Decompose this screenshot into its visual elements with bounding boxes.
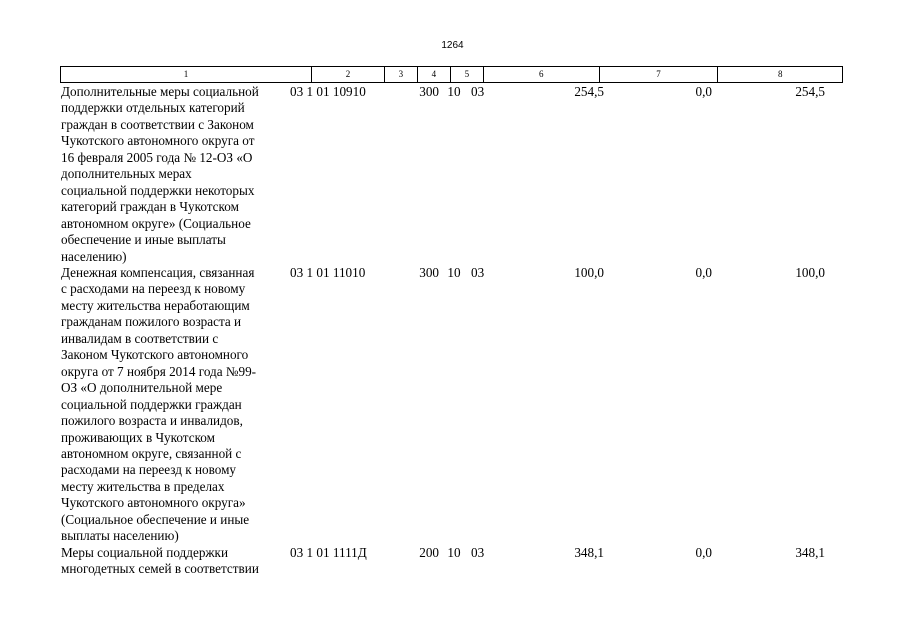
amount-col6: 254,5	[574, 84, 604, 99]
description-line: гражданам пожилого возраста и	[61, 314, 242, 330]
description-line: автономном округе» (Социальное	[61, 215, 251, 231]
column-header-7: 7	[599, 67, 718, 83]
table-row	[60, 84, 843, 265]
description-line: социальной поддержки граждан	[61, 396, 242, 412]
description-line: 16 февраля 2005 года № 12-ОЗ «О	[61, 149, 253, 165]
description-line: социальной поддержки некоторых	[61, 182, 255, 198]
description-line: выплаты населению)	[61, 528, 179, 544]
description-line: расходами на переезд к новому	[61, 462, 237, 478]
column-header-3: 3	[384, 67, 417, 83]
budget-code: 03 1 01 11010	[290, 264, 366, 280]
row-description	[60, 84, 289, 265]
description-line: автономном округе, связанной с	[61, 445, 242, 461]
expense-type-code: 300	[419, 264, 439, 280]
section-code: 10	[447, 264, 461, 280]
column-header-table	[60, 66, 843, 83]
description-line: месту жительства в пределах	[61, 478, 225, 494]
description-line: пожилого возраста и инвалидов,	[61, 413, 243, 429]
row-description	[60, 545, 289, 578]
description-line: (Социальное обеспечение и иные	[61, 511, 250, 527]
column-header-row	[61, 67, 843, 83]
column-header-8: 8	[718, 67, 843, 83]
column-header-4: 4	[417, 67, 450, 83]
expense-type-code: 300	[419, 84, 439, 99]
description-line: инвалидам в соответствии с	[61, 330, 219, 346]
column-header-6: 6	[483, 67, 599, 83]
amount-col7: 0,0	[695, 84, 712, 99]
section-code: 10	[447, 84, 461, 99]
description-line: проживающих в Чукотском	[61, 429, 215, 445]
amount-col8: 254,5	[795, 84, 825, 99]
row-description	[60, 265, 289, 545]
description-line: многодетных семей в соответствии	[61, 561, 259, 577]
description-line: ОЗ «О дополнительной мере	[61, 380, 223, 396]
description-line: обеспечение и иные выплаты	[61, 232, 226, 248]
column-header-5: 5	[450, 67, 483, 83]
page-number: 1264	[441, 40, 464, 51]
table-row	[60, 545, 843, 578]
subsection-code: 03	[471, 544, 485, 560]
amount-col8: 100,0	[795, 264, 825, 280]
description-line: Меры социальной поддержки	[61, 544, 229, 560]
description-line: населению)	[61, 248, 127, 264]
expense-type-code: 200	[419, 544, 439, 560]
budget-code: 03 1 01 1111Д	[290, 544, 367, 560]
table-body	[60, 84, 843, 578]
description-line: граждан в соответствии с Законом	[61, 116, 254, 132]
description-line: Чукотского автономного округа»	[61, 495, 246, 511]
amount-col8: 348,1	[795, 544, 825, 560]
description-line: месту жительства неработающим	[61, 297, 250, 313]
amount-col6: 348,1	[574, 544, 604, 560]
budget-code: 03 1 01 10910	[290, 84, 366, 99]
description-line: категорий граждан в Чукотском	[61, 199, 239, 215]
amount-col7: 0,0	[695, 264, 712, 280]
column-header-1: 1	[61, 67, 312, 83]
description-line: дополнительных мерах	[61, 166, 192, 182]
subsection-code: 03	[471, 84, 485, 99]
amount-col6: 100,0	[574, 264, 604, 280]
description-line: округа от 7 ноября 2014 года №99-	[61, 363, 257, 379]
description-line: Денежная компенсация, связанная	[61, 264, 255, 280]
description-line: с расходами на переезд к новому	[61, 281, 246, 297]
description-line: Дополнительные меры социальной	[61, 84, 259, 99]
column-header-2: 2	[312, 67, 385, 83]
description-line: Чукотского автономного округа от	[61, 133, 255, 149]
table-row	[60, 265, 843, 545]
amount-col7: 0,0	[695, 544, 712, 560]
description-line: поддержки отдельных категорий	[61, 100, 245, 116]
description-line: Законом Чукотского автономного	[61, 347, 249, 363]
subsection-code: 03	[471, 264, 485, 280]
section-code: 10	[447, 544, 461, 560]
